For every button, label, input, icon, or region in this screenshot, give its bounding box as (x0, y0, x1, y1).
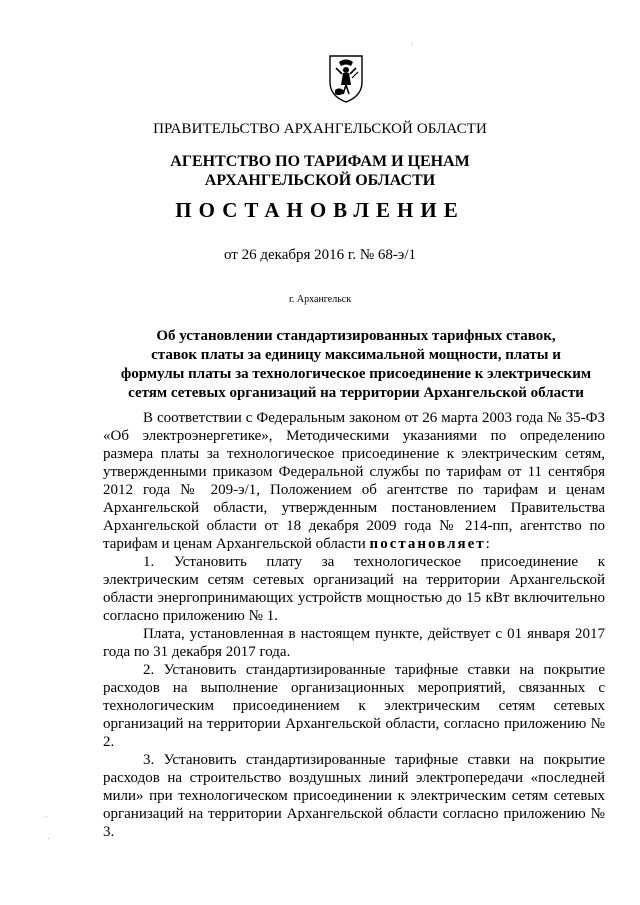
agency-name-line1: АГЕНТСТВО ПО ТАРИФАМ И ЦЕНАМ (170, 153, 470, 170)
agency-name-line2: АРХАНГЕЛЬСКОЙ ОБЛАСТИ (204, 172, 436, 189)
city: г. Архангельск (288, 294, 352, 305)
scan-speck (48, 838, 49, 839)
resolves-colon: : (485, 536, 490, 552)
title-line2: ставок платы за единицу максимальной мощности, платы и (151, 347, 561, 363)
scan-speck (412, 44, 413, 45)
item-3: 3. Установить стандартизированные тарифные ставки на покрытие расходов на строительство воздушных линий электропередачи «последней мили» при технологическом присоединении к электрическим сетям сетевых организаций на территории Архангельской области согласно приложению № 3. (103, 752, 605, 840)
coat-of-arms-icon (326, 52, 366, 104)
scan-speck (46, 816, 47, 817)
item-1-note: Плата, установленная в настоящем пункте, действует с 01 января 2017 года по 31 декабря 2017 года. (103, 626, 605, 660)
emblem-graphic (326, 52, 366, 104)
document-title (96, 327, 616, 403)
item-1: 1. Установить плату за технологическое присоединение к электрическим сетям сетевых организаций на территории Архангельской области энергопринимающих устройств мощностью до 15 кВт включительно согласно приложению № 1. (103, 554, 605, 624)
intro-paragraph (103, 409, 605, 553)
title-line3: формулы платы за технологическое присоединение к электрическим (120, 366, 592, 382)
document-type: ПОСТАНОВЛЕНИЕ (175, 198, 465, 222)
intro-text: В соответствии с Федеральным законом от 26 марта 2003 года № 35-ФЗ «Об электроэнергетике», Методическими указаниями по определению размера платы за технологическое присоединение к электрическим сетям, утвержденными приказом Федеральной службы по тарифам от 11 сентября 2012 года № 209-э/1, Положением об агентстве по тарифам и ценам Архангельской области, утвержденным постановлением Правительства Архангельской области от 18 декабря 2009 года № 214-пп, агентство по тарифам и ценам Архангельской области (103, 410, 605, 552)
date-number: от 26 декабря 2016 г. № 68-э/1 (223, 247, 417, 263)
resolves-word: постановляет (369, 536, 486, 552)
title-line4: сетям сетевых организаций на территории Архангельской области (128, 385, 584, 401)
document-body (103, 409, 605, 841)
item-2: 2. Установить стандартизированные тарифные ставки на покрытие расходов на выполнение организационных мероприятий, связанных с технологическим присоединением к электрическим сетям сетевых организаций на территории Архангельской области, согласно приложению № 2. (103, 662, 605, 750)
government-name: ПРАВИТЕЛЬСТВО АРХАНГЕЛЬСКОЙ ОБЛАСТИ (153, 121, 487, 137)
agency-name (0, 152, 640, 190)
title-line1: Об установлении стандартизированных тарифных ставок, (156, 328, 556, 344)
